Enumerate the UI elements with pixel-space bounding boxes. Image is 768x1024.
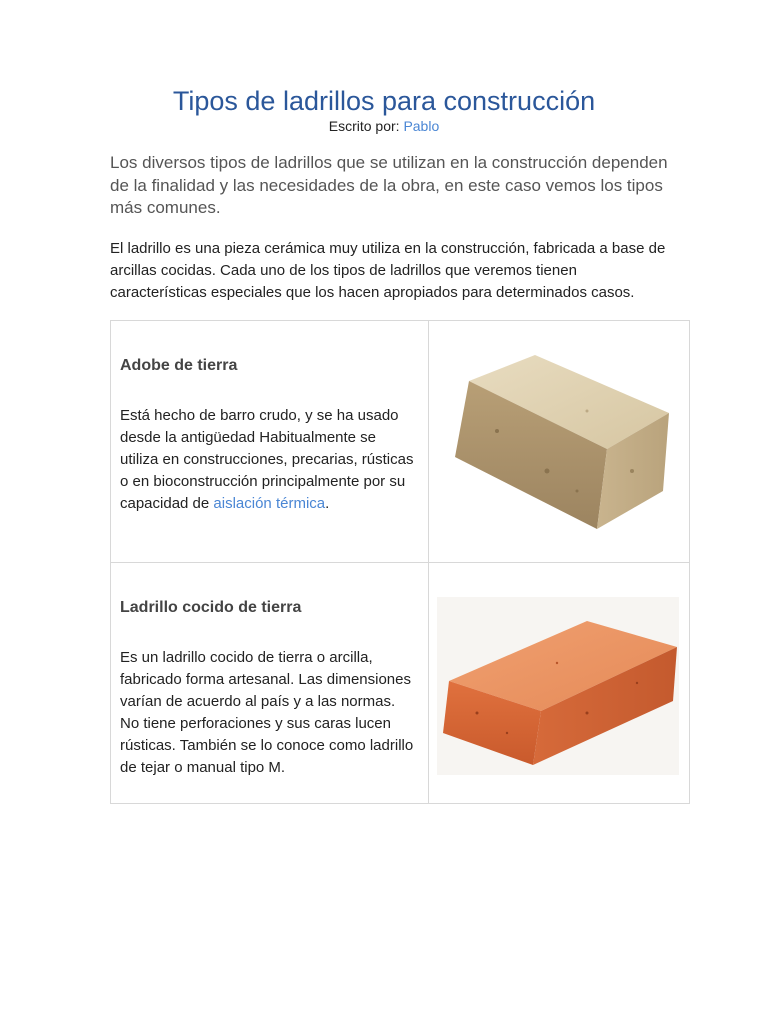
table-row	[111, 563, 689, 803]
byline	[0, 117, 768, 135]
fired-clay-brick-image	[437, 583, 685, 783]
thermal-insulation-link[interactable]: aislación térmica	[213, 495, 326, 512]
brick-image-cell	[429, 563, 689, 803]
brick-description-end: .	[325, 495, 330, 512]
intro-paragraph: Los diversos tipos de ladrillos que se utilizan en la construcción dependen de la finalidad y las necesidades de la obra, en este caso vemos los tipos más comunes.	[110, 153, 668, 217]
brick-description: Es un ladrillo cocido de tierra o arcilla, fabricado forma artesanal. Las dimensiones varían de acuerdo al país y a las normas. No tiene perforaciones y sus caras lucen rústicas. También se lo conoce como ladrillo de tejar o manual tipo M.	[120, 649, 414, 776]
article-title: Tipos de ladrillos para construcción	[172, 86, 596, 116]
adobe-brick-image	[437, 341, 685, 541]
byline-prefix: Escrito por:	[328, 118, 404, 134]
body-paragraph: El ladrillo es una pieza cerámica muy utiliza en la construcción, fabricada a base de arcillas cocidas. Cada uno de los tipos de ladrillos que veremos tienen características especiales que los hacen apropiados para determinados casos.	[110, 240, 666, 301]
brick-title: Adobe de tierra	[120, 357, 238, 374]
brick-info-cell	[111, 563, 429, 803]
brick-info-cell	[111, 321, 429, 562]
brick-image-cell	[429, 321, 689, 562]
brick-description-text: Está hecho de barro crudo, y se ha usado desde la antigüedad Habitualmente se utiliza en construcciones, precarias, rústicas o en bioconstrucción principalmente por su capacidad de	[120, 407, 414, 512]
brick-title: Ladrillo cocido de tierra	[120, 599, 302, 616]
brick-types-table	[110, 320, 690, 804]
author-link[interactable]: Pablo	[403, 118, 440, 134]
brick-description	[120, 405, 415, 515]
table-row	[111, 321, 689, 563]
